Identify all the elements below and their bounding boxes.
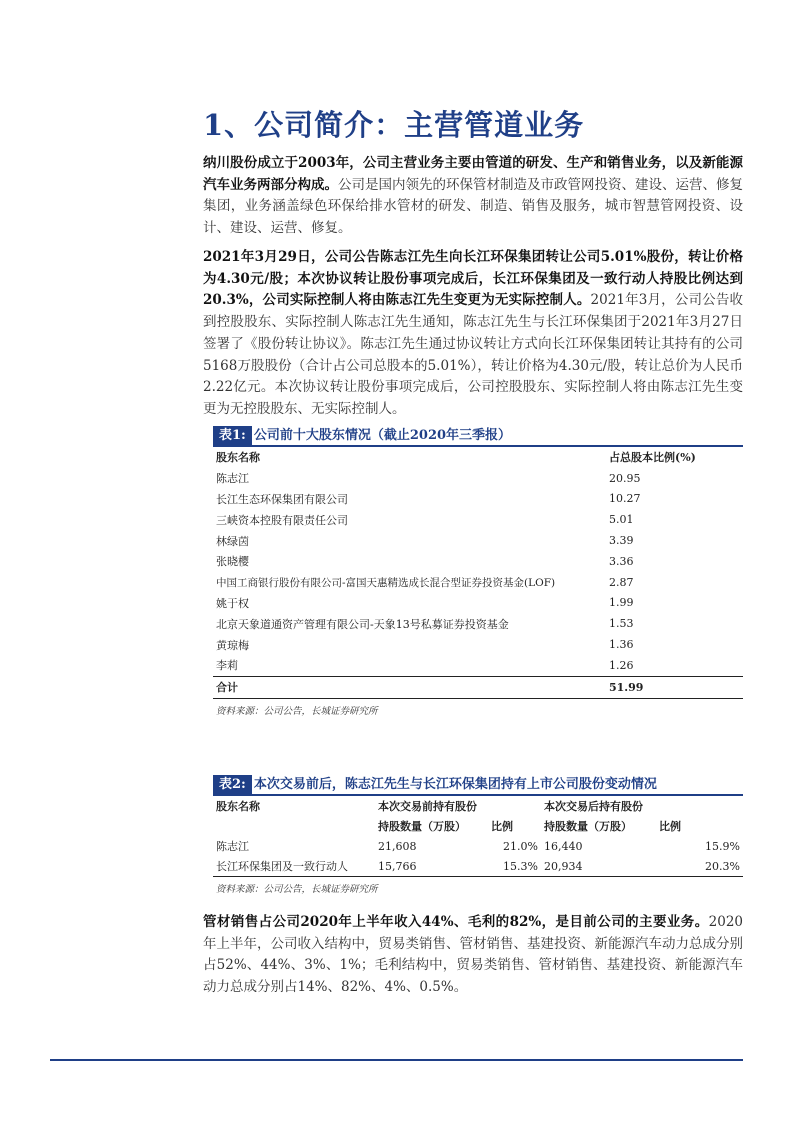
shareholder-name: 三峡资本控股有限责任公司 xyxy=(216,513,348,527)
pipe-sales-paragraph xyxy=(203,912,743,999)
column-header: 本次交易前持有股份 xyxy=(378,800,477,813)
intro-lead: 纳川股份成立于2003年，公司主营业务主要由管道的研发、生产和销售业务，以及新能源汽车业务两部分构成。 xyxy=(203,155,743,193)
table-row xyxy=(213,634,743,655)
table-header-row xyxy=(213,796,743,816)
table-row xyxy=(213,530,743,551)
shareholder-name: 林绿茵 xyxy=(216,534,249,548)
shareholder-name: 北京天象道通资产管理有限公司-天象13号私募证券投资基金 xyxy=(216,617,509,631)
share-change-table-block xyxy=(213,775,743,897)
intro-paragraph xyxy=(203,153,743,240)
footer-divider xyxy=(50,1059,743,1061)
page-title: 1、公司简介：主营管道业务 xyxy=(203,108,585,142)
pipe-sales-lead: 管材销售占公司2020年上半年收入44%、毛利的82%，是目前公司的主要业务。 xyxy=(203,914,709,930)
shareholders-table xyxy=(213,447,743,699)
share-ratio: 3.39 xyxy=(609,534,634,548)
table2-title: 本次交易前后，陈志江先生与长江环保集团持有上市公司股份变动情况 xyxy=(253,777,657,792)
column-header: 股东名称 xyxy=(216,451,260,465)
column-header: 持股数量（万股） xyxy=(544,820,632,833)
qty-after: 20,934 xyxy=(544,859,583,873)
intro-body: 公司是国内领先的环保管材制造及市政管网投资、建设、运营、修复集团，业务涵盖绿色环保给排水管材的研发、制造、销售及服务，城市智慧管网投资、设计、建设、运营、修复。 xyxy=(203,176,743,237)
column-header: 本次交易后持有股份 xyxy=(544,800,643,813)
shareholder-name: 长江环保集团及一致行动人 xyxy=(216,860,348,873)
ratio-after: 20.3% xyxy=(705,859,740,873)
table-subheader-row xyxy=(213,816,743,836)
share-ratio: 2.87 xyxy=(609,575,634,589)
table-row xyxy=(213,572,743,593)
pipe-sales-body: 2020年上半年，公司收入结构中，贸易类销售、管材销售、基建投资、新能源汽车动力总成分别占52%、44%、3%、1%；毛利结构中，贸易类销售、管材销售、基建投资、新能源汽车动力总成分别占14%、82%、4%、0.5%。 xyxy=(203,914,743,996)
column-header: 比例 xyxy=(491,820,513,833)
transfer-lead: 2021年3月29日，公司公告陈志江先生向长江环保集团转让公司5.01%股份，转让价格为4.30元/股；本次协议转让股份事项完成后，长江环保集团及一致行动人持股比例达到20.3%，公司实际控制人将由陈志江先生变更为无实际控制人。 xyxy=(203,249,743,309)
shareholder-name: 黄琼梅 xyxy=(216,638,249,652)
ratio-after: 15.9% xyxy=(705,839,740,853)
share-ratio: 1.53 xyxy=(609,617,634,631)
share-ratio: 1.26 xyxy=(609,658,634,672)
table-row xyxy=(213,655,743,676)
qty-after: 16,440 xyxy=(544,839,583,853)
shareholder-name: 陈志江 xyxy=(216,840,249,853)
table1-title: 公司前十大股东情况（截止2020年三季报） xyxy=(253,428,512,443)
shareholders-table-block xyxy=(213,426,743,719)
table-row xyxy=(213,593,743,614)
shareholder-name: 陈志江 xyxy=(216,472,249,486)
total-value: 51.99 xyxy=(606,676,743,698)
shareholder-name: 李莉 xyxy=(216,659,238,673)
table-row xyxy=(213,489,743,510)
shareholder-name: 长江生态环保集团有限公司 xyxy=(216,492,348,506)
share-ratio: 10.27 xyxy=(609,492,641,506)
ratio-before: 15.3% xyxy=(503,859,538,873)
transfer-body: 2021年3月，公司公告收到控股股东、实际控制人陈志江先生通知，陈志江先生与长江环保集团于2021年3月27日签署了《股份转让协议》。陈志江先生通过协议转让方式向长江环保集团转让其持有的公司5168万股股份（合计占公司总股本的5.01%），转让价格为4.30元/股，转让总价为人民币2.22亿元。本次协议转让股份事项完成后，公司控股股东、实际控制人将由陈志江先生变更为无控股股东、无实际控制人。 xyxy=(203,292,743,417)
table1-caption xyxy=(213,426,743,447)
share-ratio: 5.01 xyxy=(609,513,634,527)
table1-source: 资料来源：公司公告，长城证券研究所 xyxy=(216,705,378,717)
table2-caption xyxy=(213,775,743,796)
table-row xyxy=(213,836,743,856)
column-header: 持股数量（万股） xyxy=(378,820,466,833)
table-row xyxy=(213,509,743,530)
table2-source: 资料来源：公司公告，长城证券研究所 xyxy=(213,876,743,897)
table1-number: 表1: xyxy=(213,426,252,445)
shareholder-name: 张晓樱 xyxy=(216,555,249,569)
table-row xyxy=(213,856,743,876)
table2-number: 表2: xyxy=(213,775,252,794)
total-label: 合计 xyxy=(213,676,606,698)
share-ratio: 20.95 xyxy=(609,471,641,485)
column-header: 占总股本比例(%) xyxy=(609,451,696,465)
table-row xyxy=(213,551,743,572)
transfer-paragraph xyxy=(203,247,743,421)
shareholder-name: 姚于权 xyxy=(216,596,249,610)
qty-before: 21,608 xyxy=(378,839,417,853)
table-header-row xyxy=(213,447,743,468)
share-ratio: 1.36 xyxy=(609,638,634,652)
table-row xyxy=(213,613,743,634)
share-ratio: 1.99 xyxy=(609,596,634,610)
share-change-table xyxy=(213,796,743,876)
table-row xyxy=(213,468,743,489)
column-header: 比例 xyxy=(659,820,681,833)
share-ratio: 3.36 xyxy=(609,554,634,568)
qty-before: 15,766 xyxy=(378,859,417,873)
ratio-before: 21.0% xyxy=(503,839,538,853)
shareholder-name: 中国工商银行股份有限公司-富国天惠精选成长混合型证券投资基金(LOF) xyxy=(216,576,556,589)
column-header: 股东名称 xyxy=(216,800,260,813)
table-total-row xyxy=(213,676,743,698)
